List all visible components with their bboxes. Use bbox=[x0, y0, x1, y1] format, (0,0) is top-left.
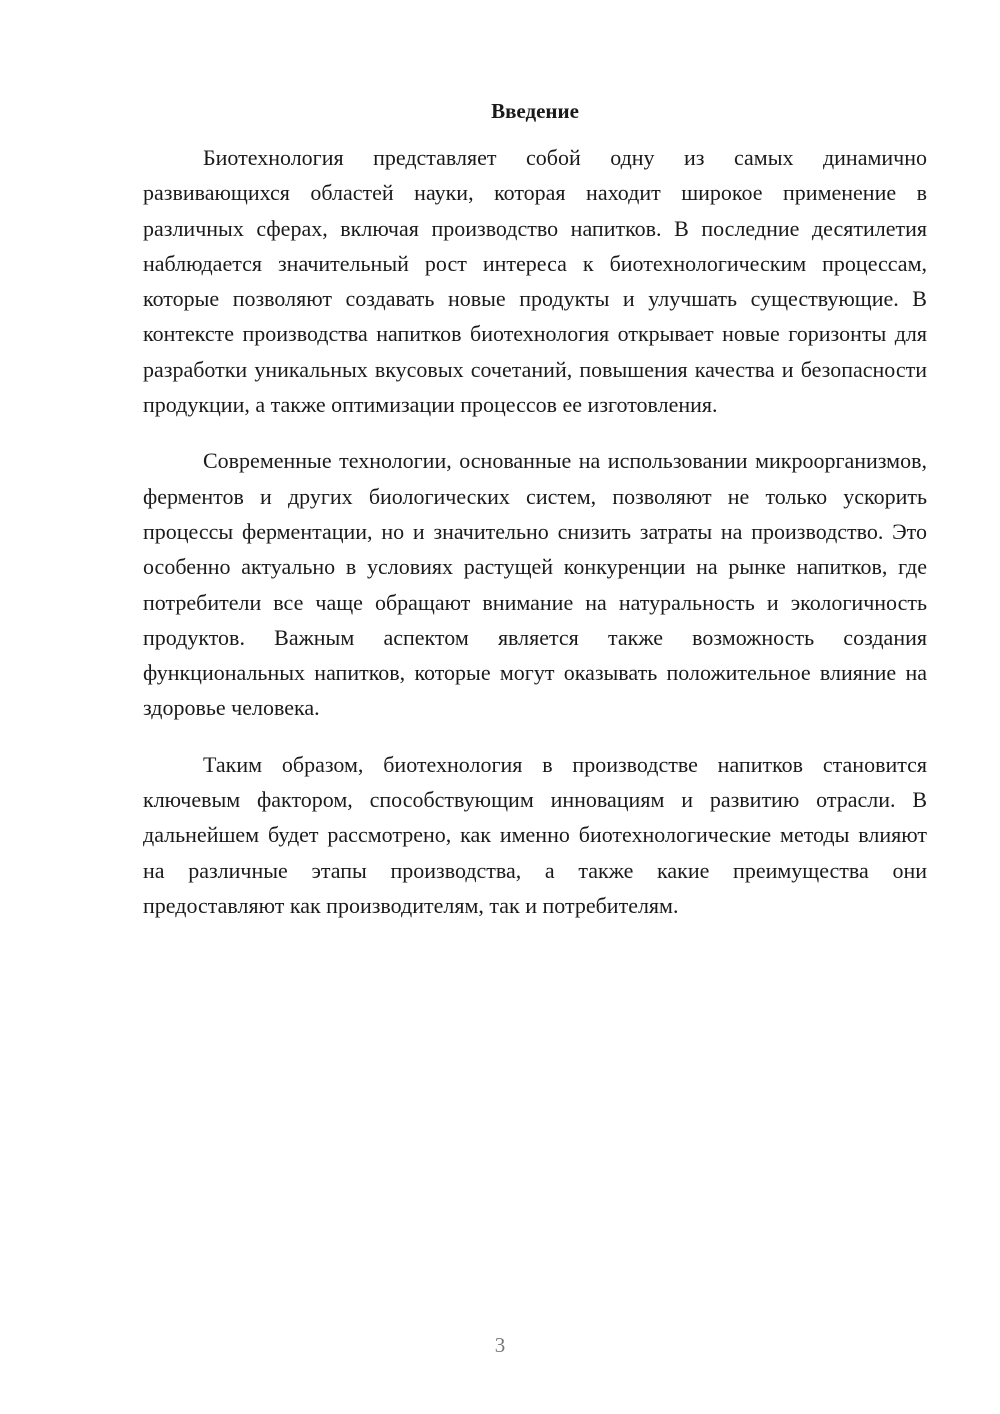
page-content bbox=[143, 96, 927, 944]
paragraph-2: Современные технологии, основанные на использовании микроорганизмов, ферментов и других биологических систем, позволяют не только ускорить процессы ферментации, но и значительно снизить затраты на производство. Это особенно актуально в условиях растущей конкуренции на рынке напитков, где потребители все чаще обращают внимание на натуральность и экологичность продуктов. Важным аспектом является также возможность создания функциональных напитков, которые могут оказывать положительное влияние на здоровье человека. bbox=[143, 448, 927, 721]
page-number: 3 bbox=[494, 1333, 506, 1357]
paragraph-1: Биотехнология представляет собой одну из самых динамично развивающихся областей науки, которая находит широкое применение в различных сферах, включая производство напитков. В последние десятилетия наблюдается значительный рост интереса к биотехнологическим процессам, которые позволяют создавать новые продукты и улучшать существующие. В контексте производства напитков биотехнология открывает новые горизонты для разработки уникальных вкусовых сочетаний, повышения качества и безопасности продукции, а также оптимизации процессов ее изготовления. bbox=[143, 145, 927, 418]
paragraph-3: Таким образом, биотехнология в производстве напитков становится ключевым фактором, способствующим инновациям и развитию отрасли. В дальнейшем будет рассмотрено, как именно биотехнологические методы влияют на различные этапы производства, а также какие преимущества они предоставляют как производителям, так и потребителям. bbox=[143, 751, 927, 918]
section-heading: Введение bbox=[491, 99, 579, 123]
